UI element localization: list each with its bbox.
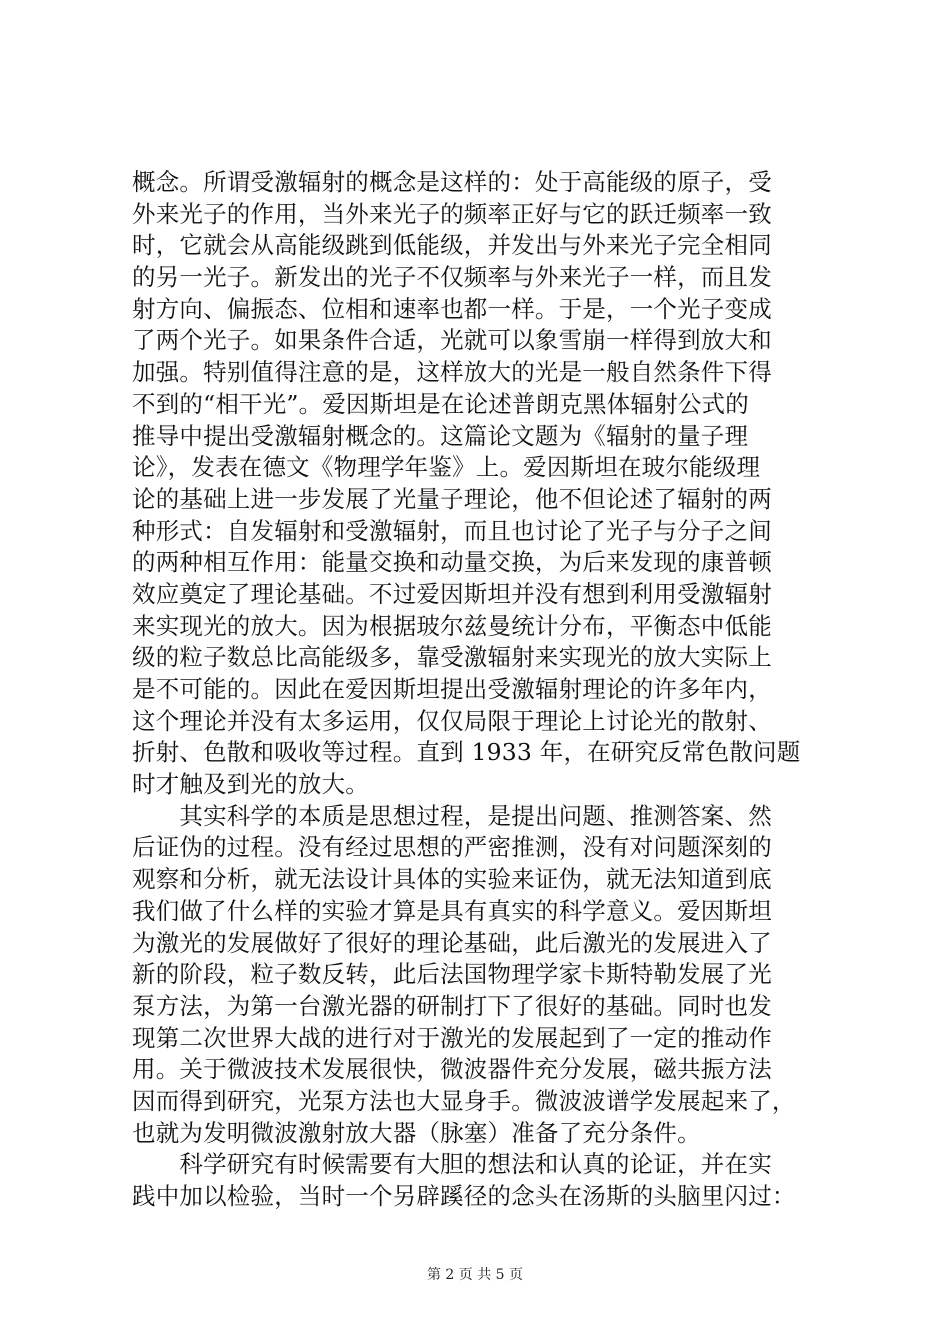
- text-line: 新的阶段，粒子数反转，此后法国物理学家卡斯特勒发展了光: [132, 960, 772, 989]
- text-line: 了两个光子。如果条件合适，光就可以象雪崩一样得到放大和: [132, 326, 772, 355]
- text-line: 来实现光的放大。因为根据玻尔兹曼统计分布，平衡态中低能: [132, 611, 772, 640]
- text-line: 其实科学的本质是思想过程，是提出问题、推测答案、然: [132, 801, 772, 830]
- text-line: 践中加以检验，当时一个另辟蹊径的念头在汤斯的头脑里闪过：: [132, 1182, 796, 1210]
- text-line: 级的粒子数总比高能级多，靠受激辐射来实现光的放大实际上: [132, 643, 772, 672]
- text-line: 这个理论并没有太多运用，仅仅局限于理论上讨论光的散射、: [132, 706, 772, 735]
- text-line: 不到的“相干光”。爱因斯坦是在论述普朗克黑体辐射公式的: [132, 389, 749, 418]
- text-line: 现第二次世界大战的进行对于激光的发展起到了一定的推动作: [132, 1023, 772, 1052]
- text-line: 我们做了什么样的实验才算是具有真实的科学意义。爱因斯坦: [132, 896, 772, 925]
- text-line: 效应奠定了理论基础。不过爱因斯坦并没有想到利用受激辐射: [132, 579, 772, 608]
- text-line: 的另一光子。新发出的光子不仅频率与外来光子一样，而且发: [132, 263, 772, 292]
- text-line: 射方向、偏振态、位相和速率也都一样。于是，一个光子变成: [132, 294, 772, 323]
- text-line: 论的基础上进一步发展了光量子理论，他不但论述了辐射的两: [132, 484, 772, 513]
- text-line: 折射、色散和吸收等过程。直到 1933 年，在研究反常色散问题: [132, 738, 801, 767]
- text-line: 是不可能的。因此在爱因斯坦提出受激辐射理论的许多年内，: [132, 675, 772, 703]
- text-line: 因而得到研究，光泵方法也大显身手。微波波谱学发展起来了，: [132, 1086, 796, 1115]
- text-line: 也就为发明微波激射放大器（脉塞）准备了充分条件。: [132, 1118, 701, 1147]
- text-line: 概念。所谓受激辐射的概念是这样的：处于高能级的原子，受: [132, 168, 772, 196]
- text-line: 的两种相互作用：能量交换和动量交换，为后来发现的康普顿: [132, 548, 772, 577]
- text-line: 外来光子的作用，当外来光子的频率正好与它的跃迁频率一致: [132, 199, 772, 228]
- text-line: 泵方法，为第一台激光器的研制打下了很好的基础。同时也发: [132, 991, 772, 1020]
- text-line: 用。关于微波技术发展很快，微波器件充分发展，磁共振方法: [132, 1055, 772, 1084]
- text-line: 种形式：自发辐射和受激辐射，而且也讨论了光子与分子之间: [132, 516, 772, 545]
- text-line: 时，它就会从高能级跳到低能级，并发出与外来光子完全相同: [132, 231, 772, 260]
- text-line: 为激光的发展做好了很好的理论基础，此后激光的发展进入了: [132, 928, 772, 957]
- text-line: 科学研究有时候需要有大胆的想法和认真的论证，并在实: [132, 1150, 772, 1179]
- text-line: 加强。特别值得注意的是，这样放大的光是一般自然条件下得: [132, 358, 772, 387]
- text-line: 时才触及到光的放大。: [132, 770, 369, 799]
- text-line: 论》，发表在德文《物理学年鉴》上。爱因斯坦在玻尔能级理: [132, 453, 761, 482]
- body-text: [132, 167, 844, 1213]
- text-line: 观察和分析，就无法设计具体的实验来证伪，就无法知道到底: [132, 865, 772, 894]
- page-number-footer: 第 2 页 共 5 页: [426, 1267, 524, 1283]
- text-line: 推导中提出受激辐射概念的。这篇论文题为《辐射的量子理: [132, 421, 749, 450]
- text-line: 后证伪的过程。没有经过思想的严密推测，没有对问题深刻的: [132, 833, 772, 862]
